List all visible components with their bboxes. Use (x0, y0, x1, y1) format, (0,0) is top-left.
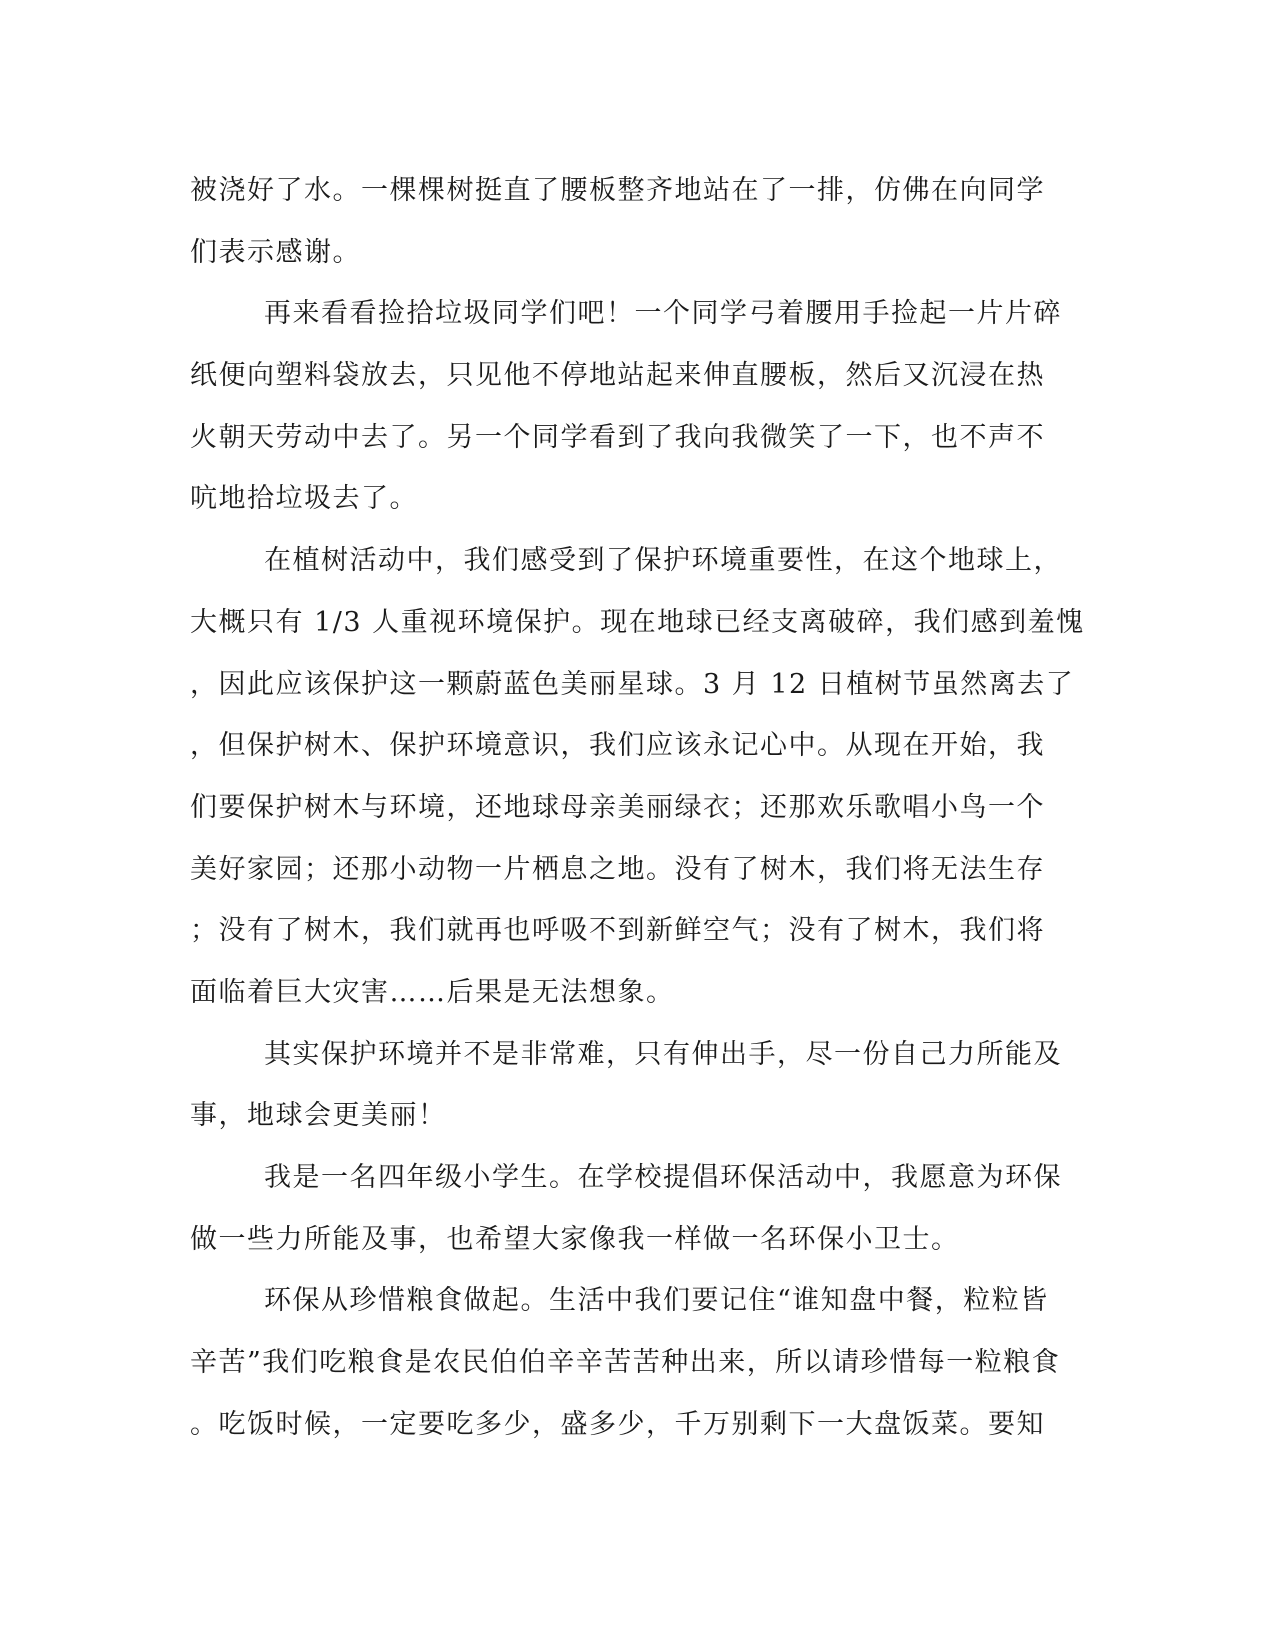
text-line: 事，地球会更美丽！ (190, 1100, 447, 1132)
text-line: 辛苦”我们吃粮食是农民伯伯辛辛苦苦种出来，所以请珍惜每一粒粮食 (190, 1347, 1061, 1379)
text-line: 大概只有 1/3 人重视环境保护。现在地球已经支离破碎，我们感到羞愧 (190, 606, 1085, 638)
text-line: 纸便向塑料袋放去，只见他不停地站起来伸直腰板，然后又沉浸在热 (190, 360, 1045, 392)
text-line: 被浇好了水。一棵棵树挺直了腰板整齐地站在了一排，仿佛在向同学 (190, 175, 1045, 206)
text-line: 在植树活动中，我们感受到了保护环境重要性，在这个地球上， (264, 545, 1062, 577)
text-line: 美好家园；还那小动物一片栖息之地。没有了树木，我们将无法生存 (190, 853, 1045, 885)
text-line: 环保从珍惜粮食做起。生活中我们要记住“谁知盘中餐，粒粒皆 (264, 1285, 1049, 1317)
text-line: ，但保护树木、保护环境意识，我们应该永记心中。从现在开始，我 (190, 730, 1045, 762)
text-line: ；没有了树木，我们就再也呼吸不到新鲜空气；没有了树木，我们将 (190, 915, 1045, 947)
text-line: 我是一名四年级小学生。在学校提倡环保活动中，我愿意为环保 (264, 1162, 1062, 1193)
body-text (190, 160, 1090, 1455)
text-line: 其实保护环境并不是非常难，只有伸出手，尽一份自己力所能及 (264, 1038, 1062, 1070)
text-line: 做一些力所能及事，也希望大家像我一样做一名环保小卫士。 (190, 1223, 960, 1255)
text-line: 吭地拾垃圾去了。 (190, 483, 418, 515)
text-line: 们表示感谢。 (190, 236, 361, 268)
text-line: 。吃饭时候，一定要吃多少，盛多少，千万别剩下一大盘饭菜。要知 (190, 1408, 1045, 1440)
text-line: ，因此应该保护这一颗蔚蓝色美丽星球。3 月 12 日植树节虽然离去了 (190, 668, 1075, 700)
text-line: 们要保护树木与环境，还地球母亲美丽绿衣；还那欢乐歌唱小鸟一个 (190, 791, 1045, 823)
text-line: 面临着巨大灾害……后果是无法想象。 (190, 976, 675, 1008)
text-line: 火朝天劳动中去了。另一个同学看到了我向我微笑了一下，也不声不 (190, 421, 1045, 453)
text-line: 再来看看捡拾垃圾同学们吧！一个同学弓着腰用手捡起一片片碎 (264, 298, 1062, 330)
